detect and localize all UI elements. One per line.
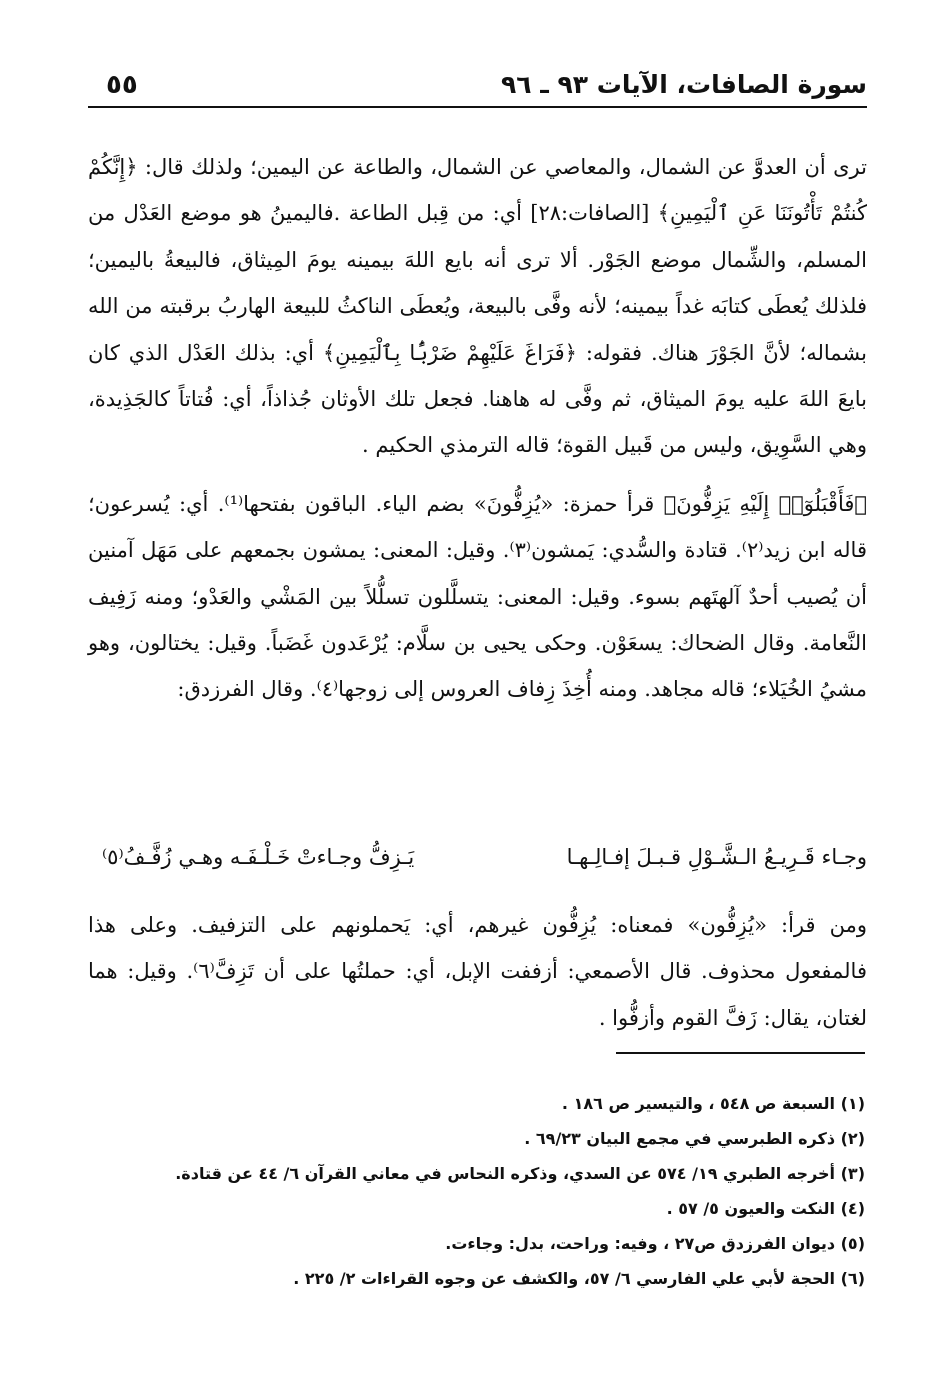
footnote: (٥) ديوان الفرزدق ص٢٧ ، وفيه: وراحت، بدل: وجاءت. bbox=[445, 1234, 865, 1253]
footnote: (٢) ذكره الطبرسي في مجمع البيان ٦٩/٢٣ . bbox=[524, 1129, 865, 1148]
main-text-continued bbox=[88, 902, 867, 1041]
poem-second-hemistich: يَـزِفُّ وجـاءتْ خَـلْـفَـه وهـي زُفَّـفُ⁽٥⁾ bbox=[102, 845, 415, 869]
paragraph: ومن قرأ: «يُزِفُّون» فمعناه: يُزِفُّون غيرهم، أي: يَحملونهم على التزفيف. وعلى هذا فالمفعول محذوف. قال الأصمعي: أزففت الإبل، أي: حملتُها على أن تَزِفَّ⁽٦⁾. وقيل: هما لغتان، يقال: زَفَّ القوم وأزفُّوا . bbox=[88, 913, 867, 1030]
paragraph: ﴿فَأَقْبَلُوٓا۟ إِلَيْهِ يَزِفُّونَ﴾ قرأ حمزة: «يُزِفُّونَ» بضم الياء. الباقون بفتحها⁽¹⁾. أي: يُسرعون؛ قاله ابن زيد⁽٢⁾. قتادة والسُّدي: يَمشون⁽٣⁾. وقيل: المعنى: يمشون بجمعهم على مَهَل آمنين أن يُصيب أحدٌ آلهتَهم بسوء. وقيل: المعنى: يتسلَّلون تسلُّلاً بين المَشْي والعَدْو؛ ومنه زَفِيف النَّعامة. وقال الضحاك: يسعَوْن. وحكى يحيى بن سلَّام: يُرْعَدون غَضَباً. وقيل: يختالون، وهو مشيُ الخُيَلاء؛ قاله مجاهد. ومنه أُخِذَ زِفاف العروس إلى زوجها⁽٤⁾. وقال الفرزدق: bbox=[88, 491, 867, 702]
footnote: (٣) أخرجه الطبري ١٩/ ٥٧٤ عن السدي، وذكره النحاس في معاني القرآن ٦/ ٤٤ عن قتادة. bbox=[175, 1164, 865, 1183]
poem-first-hemistich: وجـاء قَـرِيـعُ الـشَّـوْلِ قـبـلَ إفـالِـهـا bbox=[566, 845, 867, 869]
poem-verse bbox=[88, 834, 867, 880]
footnote-rule bbox=[616, 1052, 865, 1054]
main-text bbox=[88, 144, 867, 713]
header-rule bbox=[88, 106, 867, 108]
footnote: (٦) الحجة لأبي علي الفارسي ٦/ ٥٧، والكشف عن وجوه القراءات ٢/ ٢٢٥ . bbox=[293, 1269, 865, 1288]
running-header bbox=[88, 58, 867, 108]
running-title: سورة الصافات، الآيات ٩٣ ـ ٩٦ bbox=[501, 70, 867, 99]
paragraph: ترى أن العدوَّ عن الشمال، والمعاصي عن الشمال، والطاعة عن اليمين؛ ولذلك قال: ﴿إِنَّكُمْ كُنتُمْ تَأْتُونَنَا عَنِ ٱلْيَمِينِ﴾ [الصافات:٢٨] أي: من قِبل الطاعة .فاليمينُ هو موضع العَدْل من المسلم، والشِّمال موضع الجَوْر. ألا ترى أنه بايع اللهَ بيمينه يومَ المِيثاق، فالبيعةُ باليمين؛ فلذلك يُعطَى كتابَه غداً بيمينه؛ لأنه وفَّى بالبيعة، ويُعطَى الناكثُ للبيعة الهاربُ برقبته من الله بشماله؛ لأنَّ الجَوْرَ هناك. فقوله: ﴿فَرَاغَ عَلَيْهِمْ ضَرْبًۢا بِٱلْيَمِينِ﴾ أي: بذلك العَدْل الذي كان بايعَ اللهَ عليه يومَ الميثاق، ثم وفَّى له هاهنا. فجعل تلك الأوثان جُذاذاً، أي: فُتاتاً كالجَذِيدة، وهي السَّوِيق، وليس من قَبيل القوة؛ قاله الترمذي الحكيم . bbox=[88, 155, 867, 458]
page-number: ٥٥ bbox=[106, 70, 138, 100]
footnote: (٤) النكت والعيون ٥/ ٥٧ . bbox=[666, 1199, 865, 1218]
footnote: (١) السبعة ص ٥٤٨ ، والتيسير ص ١٨٦ . bbox=[561, 1094, 865, 1113]
footnotes bbox=[170, 1086, 865, 1296]
